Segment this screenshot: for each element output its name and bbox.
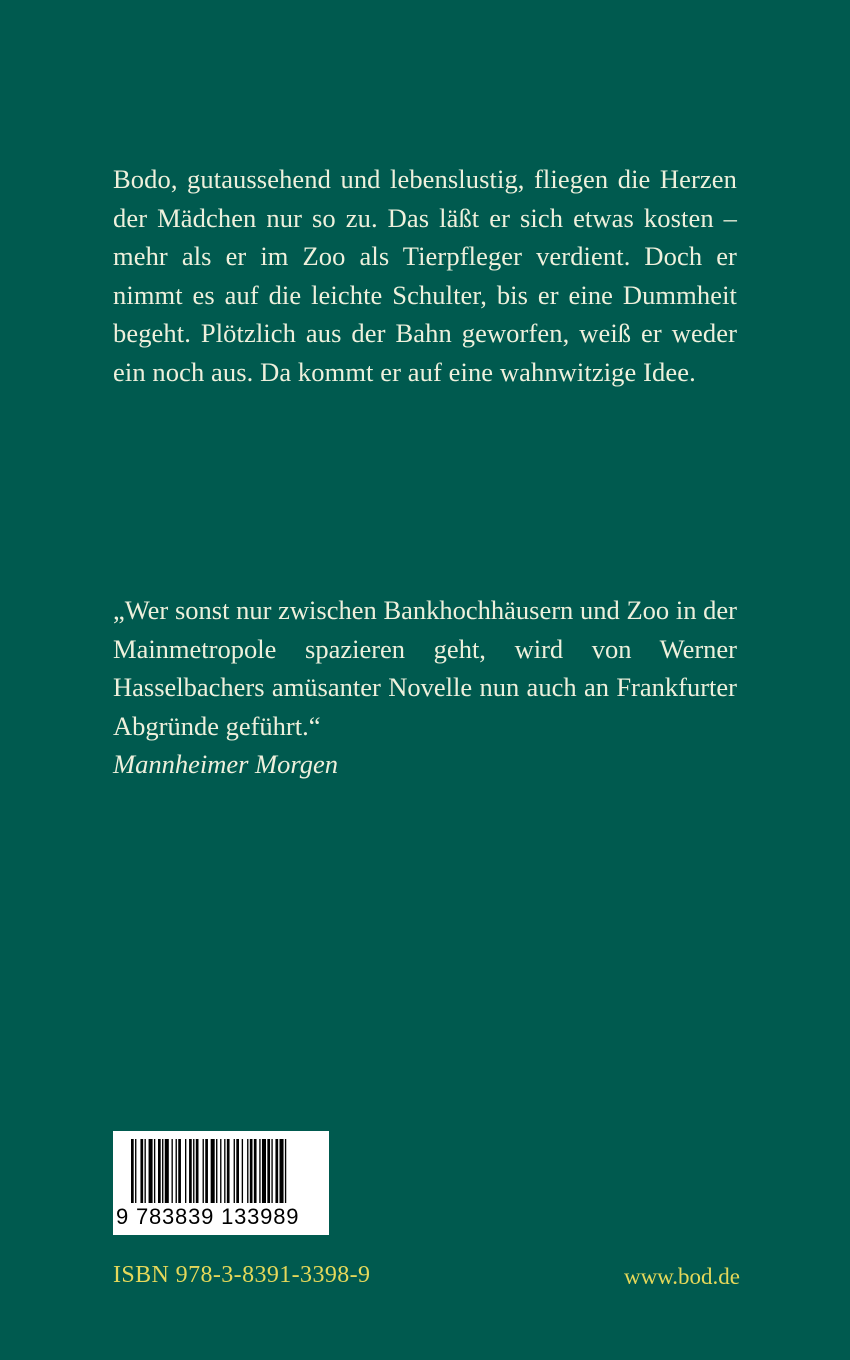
barcode-bar: [165, 1139, 169, 1203]
barcode-bar: [178, 1139, 181, 1203]
barcode-bar: [224, 1139, 225, 1203]
barcode-bar: [254, 1139, 257, 1203]
barcode-bar: [227, 1139, 230, 1203]
barcode-bar: [135, 1139, 136, 1203]
barcode-bar: [247, 1139, 248, 1203]
barcode-bar: [280, 1139, 284, 1203]
barcode-bar: [285, 1139, 286, 1203]
barcode-bar: [172, 1139, 173, 1203]
review-source: Mannheimer Morgen: [113, 749, 338, 779]
barcode-bar: [176, 1139, 177, 1203]
barcode-bar: [259, 1139, 260, 1203]
barcode-bar: [145, 1139, 146, 1203]
barcode-digits: 9 783839 133989: [116, 1204, 300, 1229]
barcode-bar: [140, 1139, 143, 1203]
website-link: www.bod.de: [623, 1264, 740, 1289]
barcode-bar: [189, 1139, 192, 1203]
barcode-bar: [211, 1139, 215, 1203]
isbn-label: ISBN 978-3-8391-3398-9: [113, 1262, 371, 1288]
barcode-bar: [158, 1139, 161, 1203]
barcode-bar: [149, 1139, 153, 1203]
barcode-bar: [185, 1139, 186, 1203]
barcode: [113, 1131, 329, 1235]
barcode-bar: [193, 1139, 194, 1203]
barcode-bar: [234, 1139, 235, 1203]
barcode-bar: [267, 1139, 270, 1203]
barcode-bar: [131, 1139, 134, 1203]
barcode-bar: [236, 1139, 239, 1203]
barcode-bar: [203, 1139, 204, 1203]
barcode-bar: [220, 1139, 221, 1203]
review-quote: „Wer sonst nur zwischen Bankhochhäusern und Zoo in der Mainmetropole spazieren geht, wird von Werner Hasselbachers amüsanter Novelle nun auch an Frankfurter Abgründe geführt.“: [113, 595, 737, 741]
review-block: [113, 591, 737, 784]
barcode-bar: [154, 1139, 155, 1203]
barcode-bar: [216, 1139, 217, 1203]
barcode-bar: [242, 1139, 243, 1203]
barcode-bar: [271, 1139, 272, 1203]
barcode-bar: [275, 1139, 278, 1203]
blurb-text: Bodo, gutaussehend und lebenslustig, fliegen die Herzen der Mädchen nur so zu. Das läßt er sich etwas kosten – mehr als er im Zoo als Tierpfleger verdient. Doch er nimmt es auf die leichte Schulter, bis er eine Dummheit begeht. Plötzlich aus der Bahn geworfen, weiß er weder ein noch aus. Da kommt er auf eine wahnwitzige Idee.: [113, 164, 737, 387]
barcode-bar: [205, 1139, 208, 1203]
barcode-bar: [162, 1139, 163, 1203]
barcode-bar: [250, 1139, 253, 1203]
barcode-bar: [262, 1139, 266, 1203]
barcode-bar: [196, 1139, 199, 1203]
